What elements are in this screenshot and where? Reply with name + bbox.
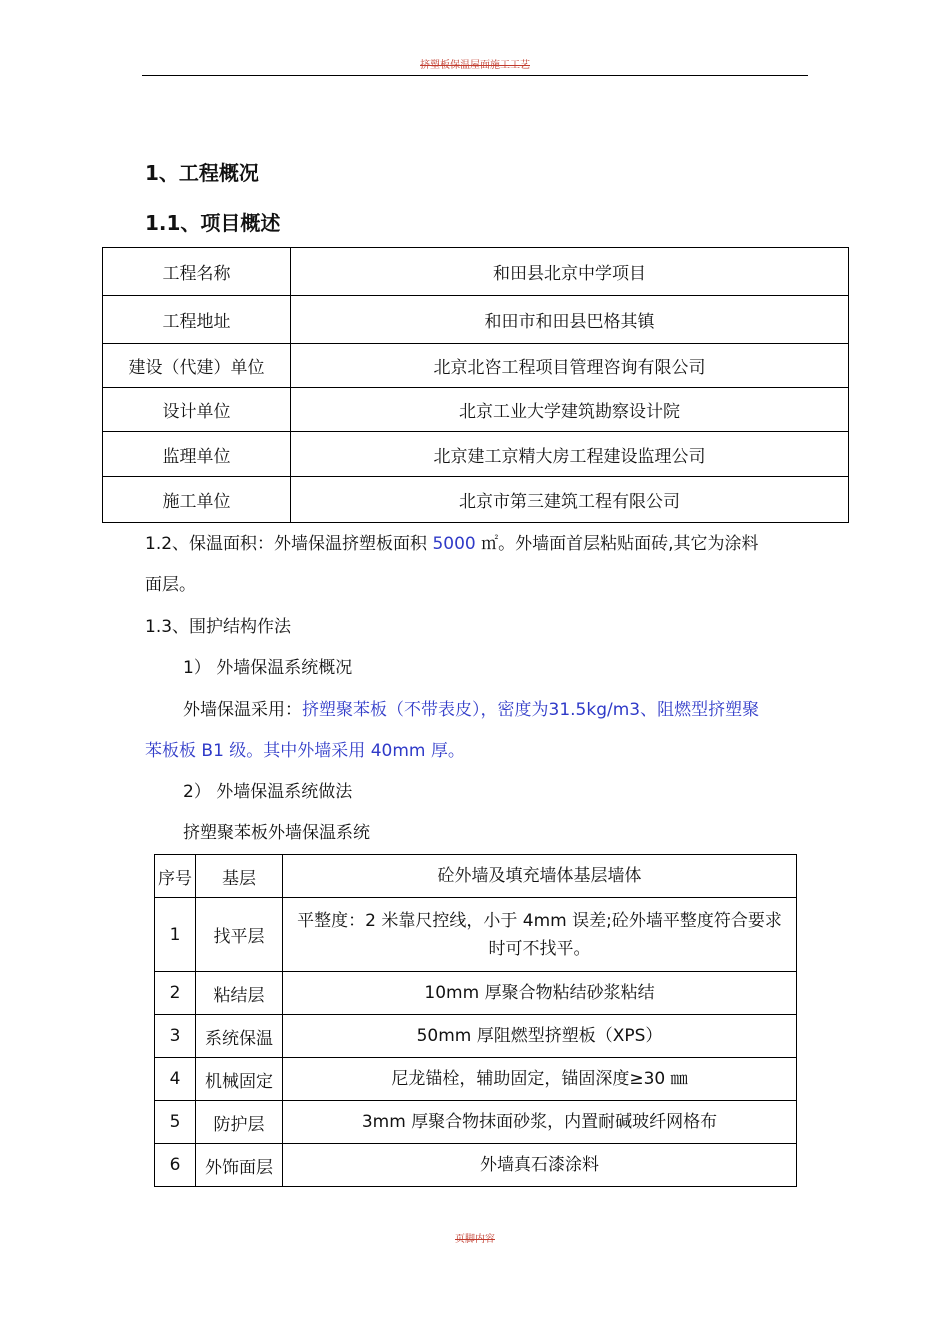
insulation-spec-blue1: 挤塑聚苯板（不带表皮），密度为31.5kg/m3、阻燃型挤塑聚 xyxy=(302,700,760,720)
header-layer: 基层 xyxy=(196,855,283,898)
page-footer: 页脚内容 xyxy=(455,1234,495,1245)
supervisor-value: 北京建工京精大房工程建设监理公司 xyxy=(291,432,849,477)
row-no: 5 xyxy=(155,1101,196,1144)
designer-value: 北京工业大学建筑勘察设计院 xyxy=(291,388,849,432)
table-row xyxy=(155,1144,797,1187)
project-name-label: 工程名称 xyxy=(103,248,291,296)
table-row xyxy=(103,477,849,523)
project-info-table xyxy=(102,247,849,523)
row-description: 3mm 厚聚合物抹面砂浆，内置耐碱玻纤网格布 xyxy=(283,1101,797,1144)
designer-label: 设计单位 xyxy=(103,388,291,432)
system-table-caption: 挤塑聚苯板外墙保温系统 xyxy=(183,823,370,843)
row-description: 50mm 厚阻燃型挤塑板（XPS） xyxy=(283,1015,797,1058)
insulation-system-table xyxy=(154,854,797,1187)
row-layer: 防护层 xyxy=(196,1101,283,1144)
owner-label: 建设（代建）单位 xyxy=(103,344,291,388)
insulation-spec-line1 xyxy=(183,699,759,721)
project-address-label: 工程地址 xyxy=(103,296,291,344)
row-description: 尼龙锚栓，辅助固定，锚固深度≥30 ㎜ xyxy=(283,1058,797,1101)
insulation-area-line2: 面层。 xyxy=(145,575,196,595)
row-no: 3 xyxy=(155,1015,196,1058)
enclosure-method-title: 1.3、围护结构作法 xyxy=(145,617,292,637)
table-row xyxy=(155,1015,797,1058)
system-method-item: 2） 外墙保温系统做法 xyxy=(183,782,353,802)
table-row xyxy=(103,248,849,296)
table-row xyxy=(103,432,849,477)
table-row xyxy=(155,898,797,972)
row-layer: 机械固定 xyxy=(196,1058,283,1101)
row-description: 外墙真石漆涂料 xyxy=(283,1144,797,1187)
insulation-area-suffix: ㎡。外墙面首层粘贴面砖,其它为涂料 xyxy=(475,534,759,554)
insulation-spec-prefix: 外墙保温采用： xyxy=(183,700,302,720)
header-description: 砼外墙及填充墙体基层墙体 xyxy=(283,855,797,898)
table-row xyxy=(155,972,797,1015)
insulation-area-line xyxy=(145,533,759,555)
row-no: 6 xyxy=(155,1144,196,1187)
table-row xyxy=(103,388,849,432)
row-no: 4 xyxy=(155,1058,196,1101)
table-row xyxy=(155,1058,797,1101)
row-layer: 找平层 xyxy=(196,898,283,972)
row-layer: 系统保温 xyxy=(196,1015,283,1058)
heading-project-overview: 1、工程概况 xyxy=(145,161,259,185)
supervisor-label: 监理单位 xyxy=(103,432,291,477)
table-row xyxy=(155,1101,797,1144)
table-row xyxy=(103,296,849,344)
table-row xyxy=(103,344,849,388)
header-rule xyxy=(142,75,808,76)
system-overview-item: 1） 外墙保温系统概况 xyxy=(183,658,353,678)
page-header: 挤塑板保温屋面施工工艺 xyxy=(420,60,530,71)
project-address-value: 和田市和田县巴格其镇 xyxy=(291,296,849,344)
row-layer: 粘结层 xyxy=(196,972,283,1015)
row-no: 2 xyxy=(155,972,196,1015)
row-layer: 外饰面层 xyxy=(196,1144,283,1187)
owner-value: 北京北咨工程项目管理咨询有限公司 xyxy=(291,344,849,388)
heading-project-summary: 1.1、项目概述 xyxy=(145,211,281,235)
contractor-label: 施工单位 xyxy=(103,477,291,523)
row-no: 1 xyxy=(155,898,196,972)
insulation-area-prefix: 1.2、保温面积：外墙保温挤塑板面积 xyxy=(145,534,433,554)
row-description: 10mm 厚聚合物粘结砂浆粘结 xyxy=(283,972,797,1015)
row-description: 平整度：2 米靠尺控线，小于 4mm 误差;砼外墙平整度符合要求时可不找平。 xyxy=(283,898,797,972)
contractor-value: 北京市第三建筑工程有限公司 xyxy=(291,477,849,523)
header-no: 序号 xyxy=(155,855,196,898)
table-header-row xyxy=(155,855,797,898)
insulation-area-value: 5000 xyxy=(432,534,476,554)
project-name-value: 和田县北京中学项目 xyxy=(291,248,849,296)
insulation-spec-line2: 苯板板 B1 级。其中外墙采用 40mm 厚。 xyxy=(145,741,465,761)
